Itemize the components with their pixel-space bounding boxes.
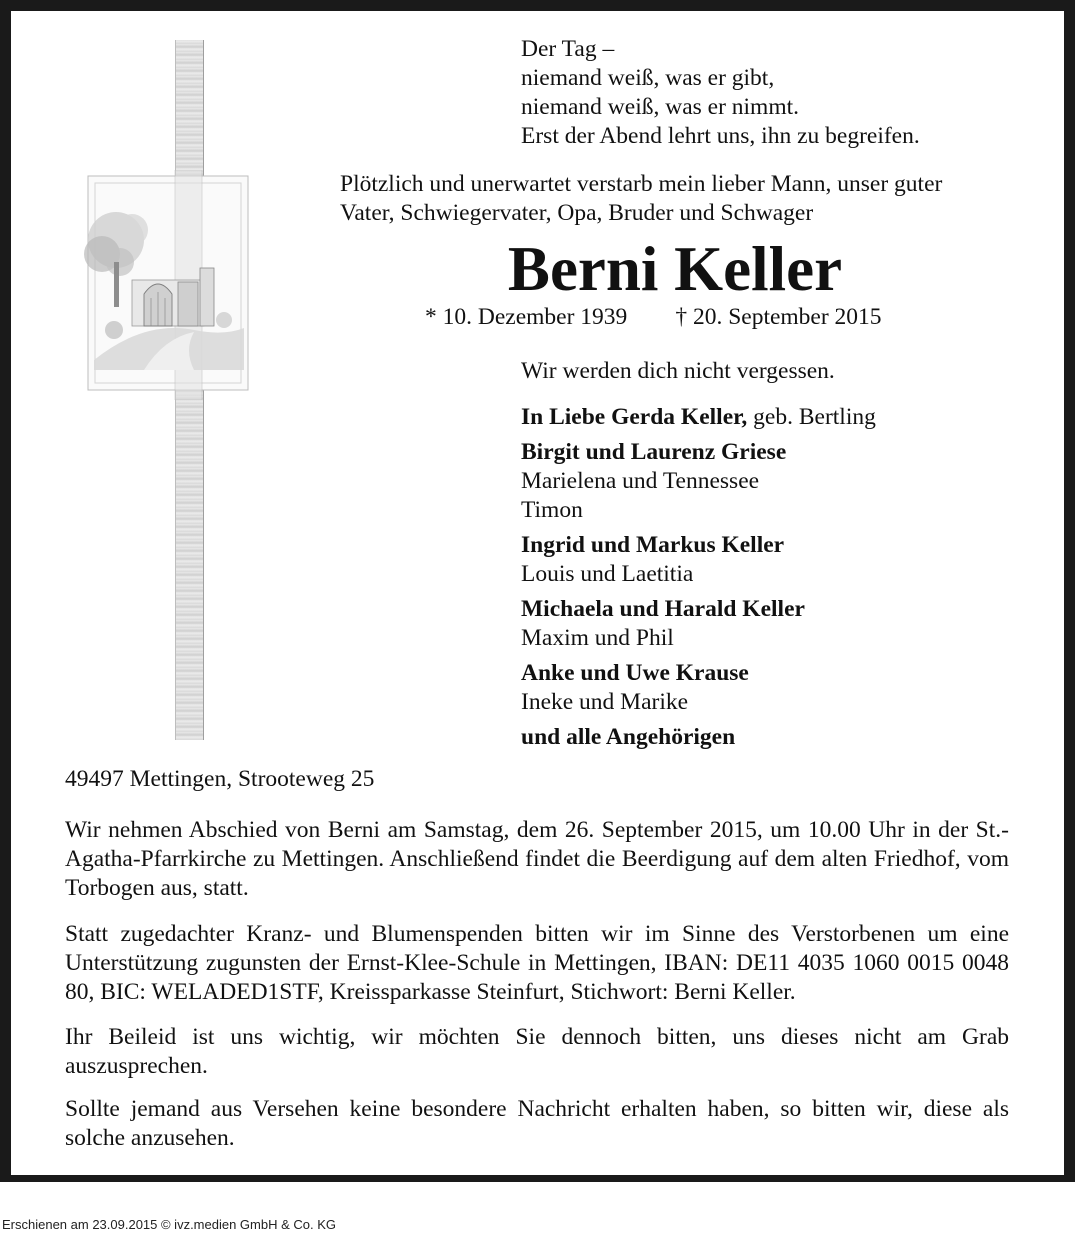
poem-line: niemand weiß, was er gibt,: [521, 65, 775, 91]
mourner-children: Marielena und Tennessee: [521, 468, 760, 494]
intro-text: [340, 170, 942, 228]
mourner-children: Maxim und Phil: [521, 625, 674, 651]
condolence-paragraph: Ihr Beileid ist uns wichtig, wir möchten Sie dennoch bitten, uns dieses nicht am Grab auszusprechen.: [65, 1024, 1009, 1079]
poem: [521, 35, 920, 151]
publication-footer: Erschienen am 23.09.2015 © ivz.medien GmbH & Co. KG: [2, 1217, 337, 1232]
intro-line: Vater, Schwiegervater, Opa, Bruder und Schwager: [340, 200, 814, 226]
mourner-children: Ineke und Marike: [521, 689, 689, 715]
mourner-note: geb. Bertling: [747, 404, 876, 430]
mourner-children: Timon: [521, 497, 583, 523]
intro-line: Plötzlich und unerwartet verstarb mein lieber Mann, unser guter: [340, 171, 943, 197]
mourner-group: [521, 723, 876, 752]
birth-date: * 10. Dezember 1939: [425, 304, 628, 330]
farewell-line: Wir werden dich nicht vergessen.: [521, 358, 835, 384]
funeral-info-paragraph: Wir nehmen Abschied von Berni am Samstag, dem 26. September 2015, um 10.00 Uhr in der St.-Agatha-Pfarrkirche zu Mettingen. Anschließend findet die Beerdigung auf dem alten Friedhof, vom Torbogen aus, statt.: [65, 817, 1009, 901]
mourner-name: Ingrid und Markus Keller: [521, 532, 785, 558]
mourner-children: Louis und Laetitia: [521, 561, 694, 587]
mourner-group: [521, 438, 876, 525]
death-date: † 20. September 2015: [675, 304, 882, 330]
notice-paragraph: Sollte jemand aus Versehen keine besondere Nachricht erhalten haben, so bitten wir, diese als solche anzusehen.: [65, 1096, 1009, 1151]
mourner-group: [521, 403, 876, 432]
mourners-list: [521, 403, 876, 758]
poem-line: niemand weiß, was er nimmt.: [521, 94, 800, 120]
mourner-name: Michaela und Harald Keller: [521, 596, 805, 622]
mourner-group: [521, 531, 876, 589]
mourner-name: In Liebe Gerda Keller,: [521, 404, 748, 430]
mourner-name: und alle Angehörigen: [521, 724, 736, 750]
mourner-name: Birgit und Laurenz Griese: [521, 439, 787, 465]
donation-paragraph: Statt zugedachter Kranz- und Blumenspenden bitten wir im Sinne des Verstorbenen um eine Unterstützung zugunsten der Ernst-Klee-Schule in Mettingen, IBAN: DE11 4035 1060 0015 0048 80, BIC: WELADED1STF, Kreissparkasse Steinfurt, Stichwort: Berni Keller.: [65, 921, 1009, 1005]
address: 49497 Mettingen, Strooteweg 25: [65, 766, 375, 792]
mourner-group: [521, 659, 876, 717]
poem-line: Der Tag –: [521, 36, 615, 62]
poem-line: Erst der Abend lehrt uns, ihn zu begreifen.: [521, 123, 920, 149]
deceased-name: Berni Keller: [507, 234, 843, 304]
life-dates: [425, 303, 882, 332]
mourner-name: Anke und Uwe Krause: [521, 660, 749, 686]
mourner-group: [521, 595, 876, 653]
